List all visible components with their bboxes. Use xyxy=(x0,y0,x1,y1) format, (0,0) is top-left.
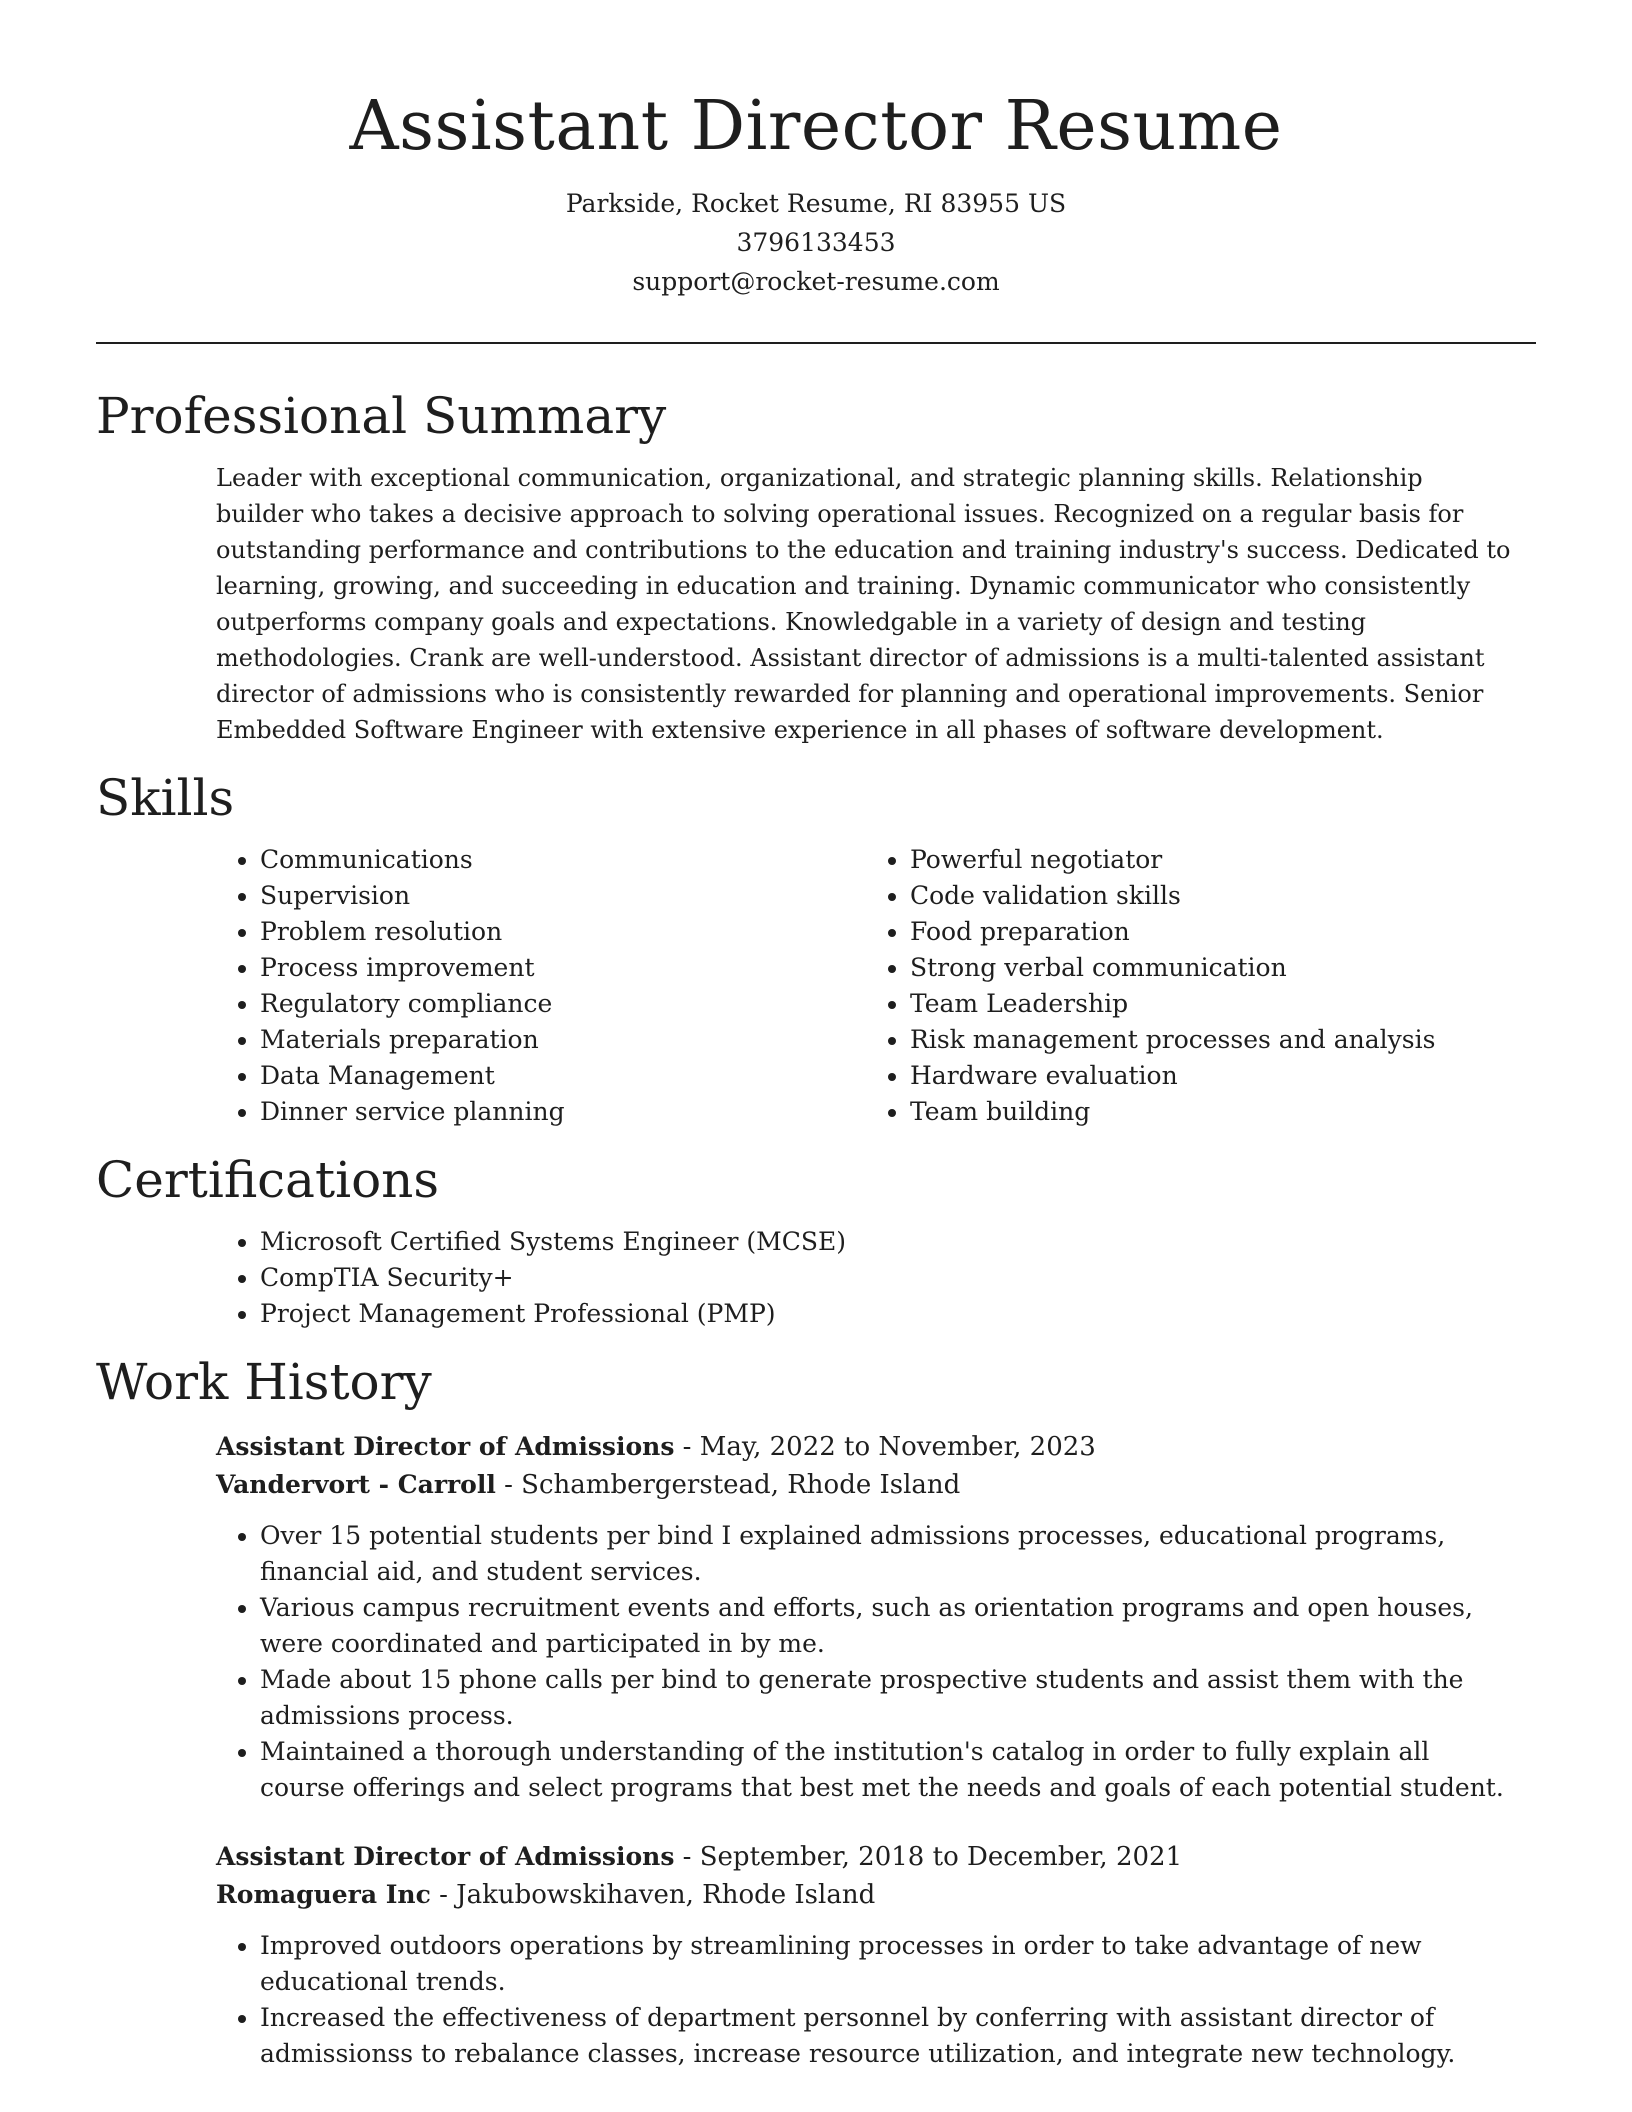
certifications-list xyxy=(216,1224,1536,1332)
resume-body xyxy=(96,376,1536,2104)
work-history-section xyxy=(96,1342,1536,2072)
skills-list-left xyxy=(216,842,866,1130)
work-history-heading: Work History xyxy=(96,1353,432,1411)
skill-item: • Communications xyxy=(260,842,866,878)
skill-item: • Team building xyxy=(910,1094,1516,1130)
summary-section xyxy=(96,376,1536,748)
skill-item: • Process improvement xyxy=(260,950,866,986)
skill-item: • Team Leadership xyxy=(910,986,1516,1022)
skill-item: • Food preparation xyxy=(910,914,1516,950)
job-location: - Jakubowskihaven, Rhode Island xyxy=(430,1880,876,1910)
job-company-line xyxy=(216,1466,1516,1504)
job-location: - Schambergerstead, Rhode Island xyxy=(495,1470,961,1500)
contact-email: support@rocket-resume.com xyxy=(632,267,1000,296)
skills-list-right xyxy=(866,842,1516,1130)
skill-item: • Hardware evaluation xyxy=(910,1058,1516,1094)
summary-text: Leader with exceptional communication, organizational, and strategic planning skills. Relationship builder who takes a decisive approach to solving operational issues. Recognized on a regular basis for outstanding performance and contributions to the education and training industry's success. Dedicated to learning, growing, and succeeding in education and training. Dynamic communicator who consistently outperforms company goals and expectations. Knowledgable in a variety of design and testing methodologies. Crank are well-understood. Assistant director of admissions is a multi-talented assistant director of admissions who is consistently rewarded for planning and operational improvements. Senior Embedded Software Engineer with extensive experience in all phases of software development. xyxy=(216,464,1511,744)
skills-section xyxy=(96,758,1536,1130)
skills-grid xyxy=(216,842,1536,1130)
skill-item: • Problem resolution xyxy=(260,914,866,950)
certification-item: • Project Management Professional (PMP) xyxy=(260,1296,1536,1332)
job-title: Assistant Director of Admissions xyxy=(216,1842,675,1871)
contact-phone: 3796133453 xyxy=(736,228,896,257)
job-dates: - September, 2018 to December, 2021 xyxy=(674,1842,1183,1872)
summary-heading: Professional Summary xyxy=(96,387,667,445)
skills-heading: Skills xyxy=(96,769,235,827)
job-dates: - May, 2022 to November, 2023 xyxy=(674,1432,1096,1462)
job-bullet: • Over 15 potential students per bind I explained admissions processes, educational programs, financial aid, and student services. xyxy=(260,1518,1516,1590)
job-company: Vandervort - Carroll xyxy=(216,1470,496,1499)
contact-info xyxy=(0,184,1632,301)
skill-item: • Data Management xyxy=(260,1058,866,1094)
resume-header xyxy=(0,82,1632,301)
skill-item: • Regulatory compliance xyxy=(260,986,866,1022)
job-title-line xyxy=(216,1428,1516,1466)
job-entry xyxy=(216,1428,1516,1806)
job-bullets xyxy=(216,1928,1516,2072)
certifications-section xyxy=(96,1140,1536,1332)
skill-item: • Powerful negotiator xyxy=(910,842,1516,878)
header-divider xyxy=(96,342,1536,344)
certification-item: • CompTIA Security+ xyxy=(260,1260,1536,1296)
job-bullet: • Maintained a thorough understanding of the institution's catalog in order to fully explain all course offerings and select programs that best met the needs and goals of each potential student. xyxy=(260,1734,1516,1806)
certification-item: • Microsoft Certified Systems Engineer (MCSE) xyxy=(260,1224,1536,1260)
page-title: Assistant Director Resume xyxy=(349,87,1283,166)
job-title-line xyxy=(216,1838,1516,1876)
job-company: Romaguera Inc xyxy=(216,1880,431,1909)
contact-address: Parkside, Rocket Resume, RI 83955 US xyxy=(565,189,1067,218)
job-title: Assistant Director of Admissions xyxy=(216,1432,675,1461)
job-entry xyxy=(216,1838,1516,2072)
skill-item: • Code validation skills xyxy=(910,878,1516,914)
skill-item: • Supervision xyxy=(260,878,866,914)
certifications-heading: Certifications xyxy=(96,1151,440,1209)
job-bullet: • Improved outdoors operations by streamlining processes in order to take advantage of new educational trends. xyxy=(260,1928,1516,2000)
job-company-line xyxy=(216,1876,1516,1914)
job-bullet: • Increased the effectiveness of department personnel by conferring with assistant director of admissionss to rebalance classes, increase resource utilization, and integrate new technology. xyxy=(260,2000,1516,2072)
skill-item: • Risk management processes and analysis xyxy=(910,1022,1516,1058)
skill-item: • Dinner service planning xyxy=(260,1094,866,1130)
job-bullet: • Made about 15 phone calls per bind to generate prospective students and assist them with the admissions process. xyxy=(260,1662,1516,1734)
job-bullet: • Various campus recruitment events and efforts, such as orientation programs and open houses, were coordinated and participated in by me. xyxy=(260,1590,1516,1662)
skill-item: • Strong verbal communication xyxy=(910,950,1516,986)
skill-item: • Materials preparation xyxy=(260,1022,866,1058)
job-bullets xyxy=(216,1518,1516,1806)
